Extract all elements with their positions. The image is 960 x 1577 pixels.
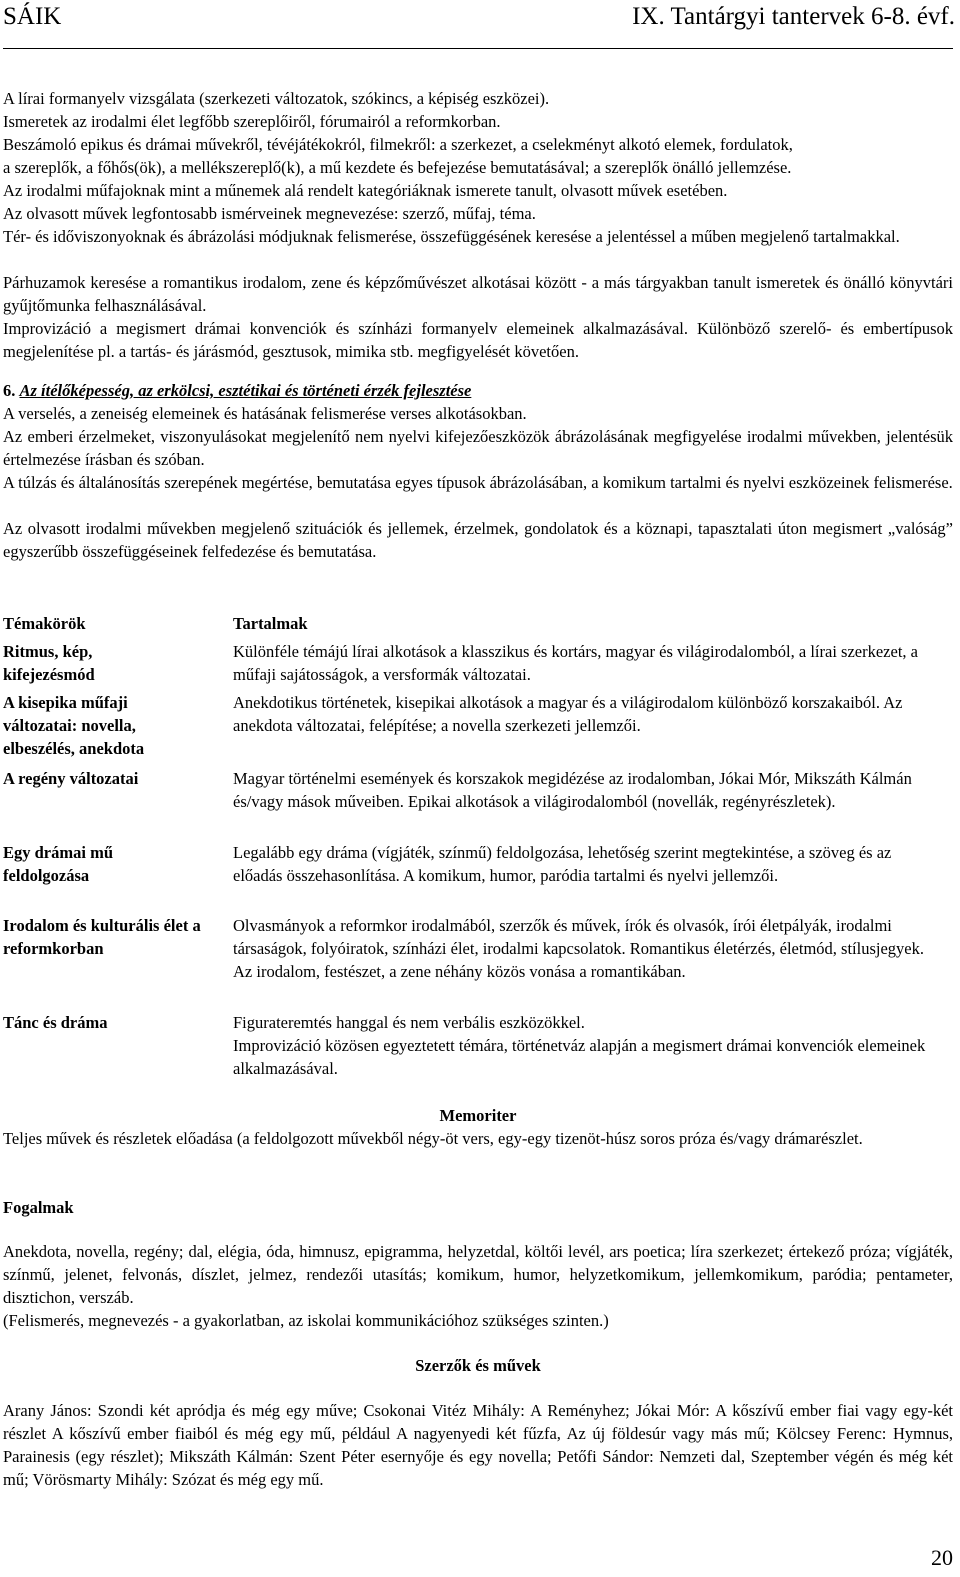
- memoriter-heading: Memoriter: [439, 1106, 517, 1125]
- header-school: SÁIK: [3, 3, 62, 30]
- table-col-contents-header: Tartalmak: [233, 614, 308, 633]
- section-6-paragraph-3: A túlzás és általánosítás szerepének megértése, bemutatása egyes típusok ábrázolásában, a komikum tartalmi és nyelvi eszközeinek felismerése.: [3, 473, 953, 492]
- page-header: [3, 2, 955, 32]
- section-6-title: Az ítélőképesség, az erkölcsi, esztétikai és történeti érzék fejlesztése: [19, 381, 472, 400]
- intro-paragraph-5: Az olvasott művek legfontosabb ismérveinek megnevezése: szerző, műfaj, téma.: [3, 204, 536, 223]
- table-content-2: Anekdotikus történetek, kisepikai alkotások a magyar és a világirodalom különböző korszakaiból. Az anekdota változatai, felépítése; a novella szerkezeti jellemzői.: [233, 693, 903, 735]
- table-content-1: Különféle témájú lírai alkotások a klasszikus és kortárs, magyar és világirodalomból, a lírai szerkezet, a műfaji sajátosságok, a versformák változatai.: [233, 642, 918, 684]
- szerzok-text: Arany János: Szondi két apródja és még egy műve; Csokonai Vitéz Mihály: A Reményhez; Jókai Mór: A kőszívű ember fiai vagy egy-két részlet A kőszívű ember fiaiból és még egy mű, például A nagyenyedi két fűzfa, Az új földesúr vagy más mű; Kölcsey Ferenc: Hymnus, Parainesis (egy részlet); Mikszáth Kálmán: Szent Péter esernyője és egy novella; Petőfi Sándor: Nemzeti dal, Szeptember végén és még két mű; Vörösmarty Mihály: Szózat és még egy mű.: [3, 1401, 953, 1489]
- header-divider: [3, 48, 953, 49]
- table-content-5: Olvasmányok a reformkor irodalmából, szerzők és művek, írók és olvasók, írói életpályák, irodalmi társaságok, folyóiratok, színházi élet, irodalmi kapcsolatok. Romantikus életérzés, életmód, stílusjegyek. Az irodalom, festészet, a zene néhány közös vonása a romantikában.: [233, 916, 924, 981]
- fogalmak-note: (Felismerés, megnevezés - a gyakorlatban, az iskolai kommunikációhoz szükséges szinten.): [3, 1311, 609, 1330]
- intro-paragraph-3b: a szereplők, a főhős(ök), a mellékszereplő(k), a mű kezdete és befejezése bemutatásával; a szereplők önálló jellemzése.: [3, 158, 792, 177]
- memoriter-text: Teljes művek és részletek előadása (a feldolgozott művekből négy-öt vers, egy-egy tizenöt-húsz soros próza és/vagy drámarészlet.: [3, 1129, 863, 1148]
- table-topic-3: A regény változatai: [3, 769, 139, 788]
- section-6-number: 6.: [3, 381, 16, 400]
- fogalmak-heading: Fogalmak: [3, 1198, 74, 1217]
- section-6-paragraph-2: Az emberi érzelmeket, viszonyulásokat megjelenítő nem nyelvi kifejezőeszközök ábrázolásának megfigyelése irodalmi művekben, jelentésük értelmezése írásban és szóban.: [3, 427, 953, 469]
- intro-paragraph-8: Improvizáció a megismert drámai konvenciók és színházi formanyelv elemeinek alkalmazásával. Különböző szerelő- és embertípusok megjelenítése pl. a tartás- és járásmód, gesztusok, mimika stb. megfigyelését követően.: [3, 319, 953, 361]
- table-content-6b: Improvizáció közösen egyeztetett témára, történetváz alapján a megismert drámai konvenciók elemeinek alkalmazásával.: [233, 1036, 926, 1078]
- table-topic-6: Tánc és dráma: [3, 1013, 108, 1032]
- intro-paragraph-1: A lírai formanyelv vizsgálata (szerkezeti változatok, szókincs, a képiség eszközei).: [3, 89, 550, 108]
- table-topic-1: Ritmus, kép, kifejezésmód: [3, 642, 95, 684]
- table-content-4: Legalább egy dráma (vígjáték, színmű) feldolgozása, lehetőség szerint megtekintése, a szöveg és az előadás összehasonlítása. A komikum, humor, paródia tartalmi és nyelvi jellemzői.: [233, 843, 892, 885]
- table-content-3: Magyar történelmi események és korszakok megidézése az irodalomban, Jókai Mór, Mikszáth Kálmán és/vagy mások műveiben. Epikai alkotások a világirodalomból (novellák, regényrészletek).: [233, 769, 912, 811]
- page-number: 20: [931, 1545, 953, 1570]
- intro-paragraph-6: Tér- és időviszonyoknak és ábrázolási módjuknak felismerése, összefüggésének keresése a jelentéssel a műben megjelenő tartalmakkal.: [3, 227, 900, 246]
- intro-paragraph-4: Az irodalmi műfajoknak mint a műnemek alá rendelt kategóriáknak ismerete tanult, olvasott művek esetében.: [3, 181, 728, 200]
- section-6-paragraph-1: A verselés, a zeneiség elemeinek és hatásának felismerése verses alkotásokban.: [3, 404, 527, 423]
- table-col-topics-header: Témakörök: [3, 614, 86, 633]
- header-chapter: IX. Tantárgyi tantervek 6-8. évf.: [632, 3, 955, 30]
- szerzok-heading: Szerzők és művek: [415, 1356, 541, 1375]
- intro-paragraph-2: Ismeretek az irodalmi élet legfőbb szereplőiről, fórumairól a reformkorban.: [3, 112, 501, 131]
- table-content-6a: Figurateremtés hanggal és nem verbális eszközökkel.: [233, 1013, 585, 1032]
- intro-paragraph-7: Párhuzamok keresése a romantikus irodalom, zene és képzőművészet alkotásai között - a más tárgyakban tanult ismeretek és önálló könyvtári gyűjtőmunka felhasználásával.: [3, 273, 953, 315]
- section-6-paragraph-4: Az olvasott irodalmi művekben megjelenő szituációk és jellemek, érzelmek, gondolatok és a köznapi, tapasztalati úton megismert „valóság” egyszerűbb összefüggéseinek felfedezése és bemutatása.: [3, 519, 953, 561]
- intro-paragraph-3a: Beszámoló epikus és drámai művekről, tévéjátékokról, filmekről: a szerkezet, a cselekményt alkotó elemek, fordulatok,: [3, 135, 793, 154]
- section-6-heading: [3, 379, 953, 402]
- table-topic-4: Egy drámai mű feldolgozása: [3, 843, 114, 885]
- table-topic-2: A kisepika műfaji változatai: novella, elbeszélés, anekdota: [3, 693, 145, 758]
- fogalmak-text: Anekdota, novella, regény; dal, elégia, óda, himnusz, epigramma, helyzetdal, költői levél, ars poetica; líra szerkezet; értekező próza; vígjáték, színmű, jelenet, felvonás, díszlet, jelmez, rendezői utasítás; komikum, humor, helyzetkomikum, jellemkomikum, paródia; pentameter, disztichon, verszáb.: [3, 1242, 953, 1307]
- table-topic-5: Irodalom és kulturális élet a reformkorban: [3, 916, 201, 958]
